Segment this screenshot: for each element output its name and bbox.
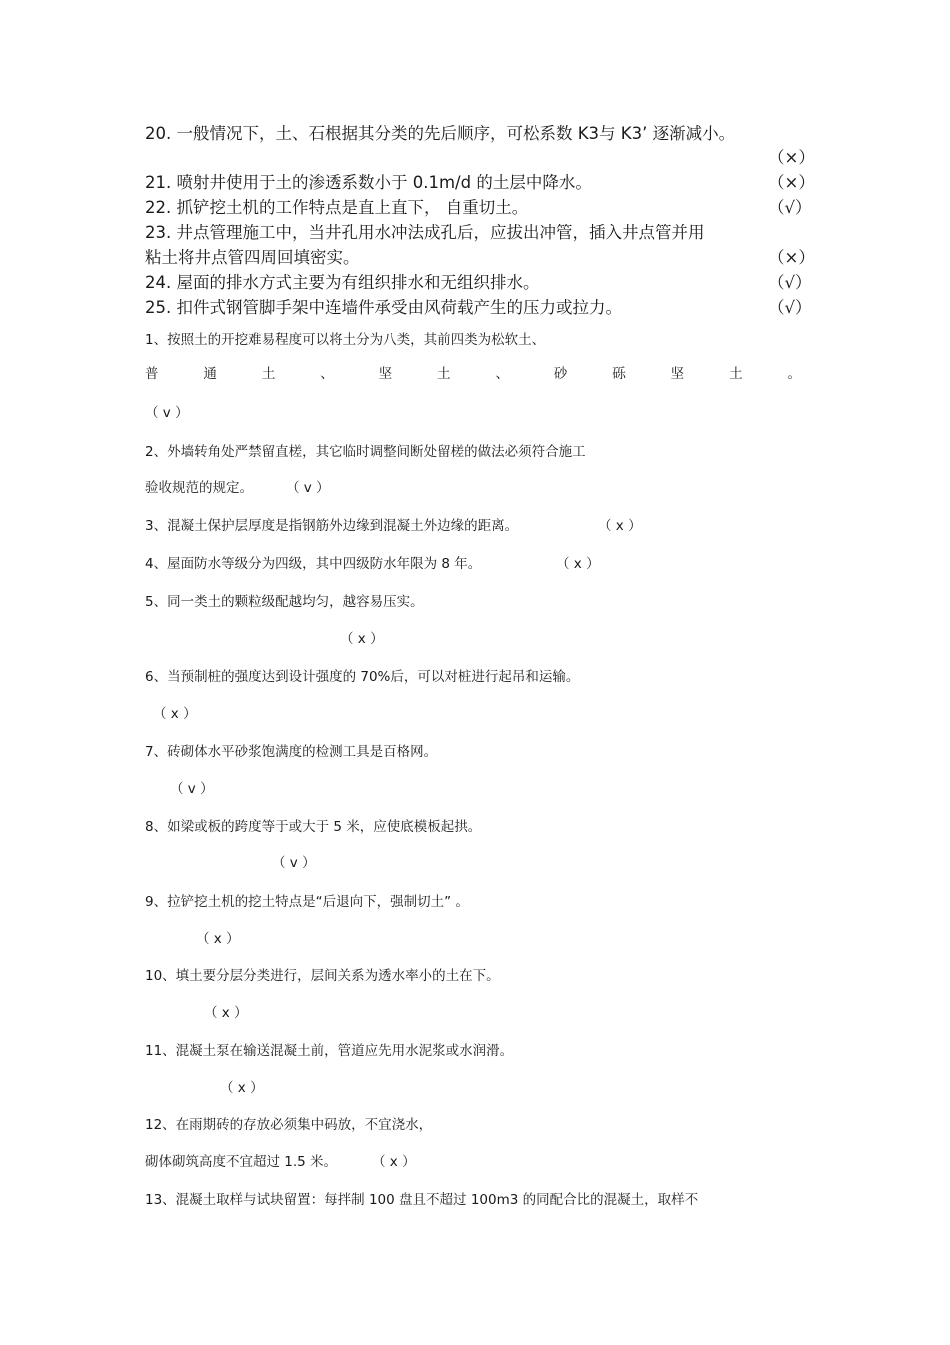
spread-char: 坚 (670, 366, 685, 382)
question-2-cont: 验收规范的规定。 (145, 480, 253, 496)
spread-char: 普 (145, 366, 159, 382)
spread-char: 。 (787, 366, 801, 382)
question-12-cont: 砌体砌筑高度不宜超过 1.5 米。 (145, 1154, 338, 1170)
question-3: 3、混凝土保护层厚度是指钢筋外边缘到混凝土外边缘的距离。 (145, 518, 519, 534)
mark-23: （×） (768, 248, 815, 267)
spread-char: 砾 (612, 366, 626, 382)
answer-12: （ x ） (372, 1154, 416, 1170)
question-12: 12、在雨期砖的存放必须集中码放，不宜浇水， (145, 1117, 433, 1133)
answer-8: （ v ） (272, 855, 316, 871)
spread-char: 土 (261, 366, 276, 382)
spread-char: 坚 (378, 366, 393, 382)
spread-char: 土 (729, 366, 743, 382)
question-6: 6、当预制桩的强度达到设计强度的 70%后，可以对桩进行起吊和运输。 (145, 669, 580, 685)
statement-22: 22. 抓铲挖土机的工作特点是直上直下， 自重切土。 (145, 198, 529, 217)
question-7: 7、砖砌体水平砂浆饱满度的检测工具是百格网。 (145, 744, 438, 760)
answer-3: （ x ） (598, 518, 642, 534)
mark-21: （×） (768, 173, 815, 192)
mark-24: （√） (768, 273, 812, 292)
statement-21: 21. 喷射井使用于土的渗透系数小于 0.1m/d 的土层中降水。 (145, 173, 592, 192)
mark-20: （×） (768, 148, 815, 167)
answer-9: （ x ） (196, 931, 240, 947)
question-11: 11、混凝土泵在输送混凝土前，管道应先用水泥浆或水润滑。 (145, 1043, 514, 1059)
mark-25: （√） (768, 298, 812, 317)
question-8: 8、如梁或板的跨度等于或大于 5 米，应使底模板起拱。 (145, 819, 482, 835)
spread-char: 通 (203, 366, 217, 382)
statement-20: 20. 一般情况下，土、石根据其分类的先后顺序，可松系数 K3与 K3’ 逐渐减小。 (145, 124, 736, 143)
answer-7: （ v ） (170, 781, 214, 797)
statement-23: 23. 井点管理施工中，当井孔用水冲法成孔后，应拔出冲管，插入井点管并用 (145, 223, 705, 242)
answer-2: （ v ） (286, 480, 330, 496)
statement-24: 24. 屋面的排水方式主要为有组织排水和无组织排水。 (145, 273, 540, 292)
answer-4: （ x ） (556, 556, 600, 572)
question-1: 1、按照土的开挖难易程度可以将土分为八类，其前四类为松软土、 (145, 332, 546, 348)
spread-char: 、 (320, 366, 334, 382)
question-1-spread-line (145, 362, 801, 382)
question-10: 10、填土要分层分类进行，层间关系为透水率小的土在下。 (145, 968, 500, 984)
question-5: 5、同一类土的颗粒级配越均匀，越容易压实。 (145, 594, 424, 610)
question-9: 9、拉铲挖土机的挖土特点是“后退向下，强制切土” 。 (145, 894, 469, 910)
question-13: 13、混凝土取样与试块留置：每拌制 100 盘且不超过 100m3 的同配合比的混凝土，取样不 (145, 1192, 699, 1208)
answer-10: （ x ） (204, 1005, 248, 1021)
statement-25: 25. 扣件式钢管脚手架中连墙件承受由风荷载产生的压力或拉力。 (145, 298, 622, 317)
question-2: 2、外墙转角处严禁留直槎，其它临时调整间断处留槎的做法必须符合施工 (145, 444, 586, 460)
mark-22: （√） (768, 198, 812, 217)
answer-1: （ v ） (145, 405, 189, 421)
question-4: 4、屋面防水等级分为四级，其中四级防水年限为 8 年。 (145, 556, 482, 572)
answer-11: （ x ） (220, 1080, 264, 1096)
answer-5: （ x ） (340, 631, 384, 647)
spread-char: 、 (495, 366, 509, 382)
spread-char: 砂 (553, 366, 568, 382)
answer-6: （ x ） (153, 706, 197, 722)
spread-char: 土 (437, 366, 451, 382)
statement-23-cont: 粘土将井点管四周回填密实。 (145, 248, 360, 267)
